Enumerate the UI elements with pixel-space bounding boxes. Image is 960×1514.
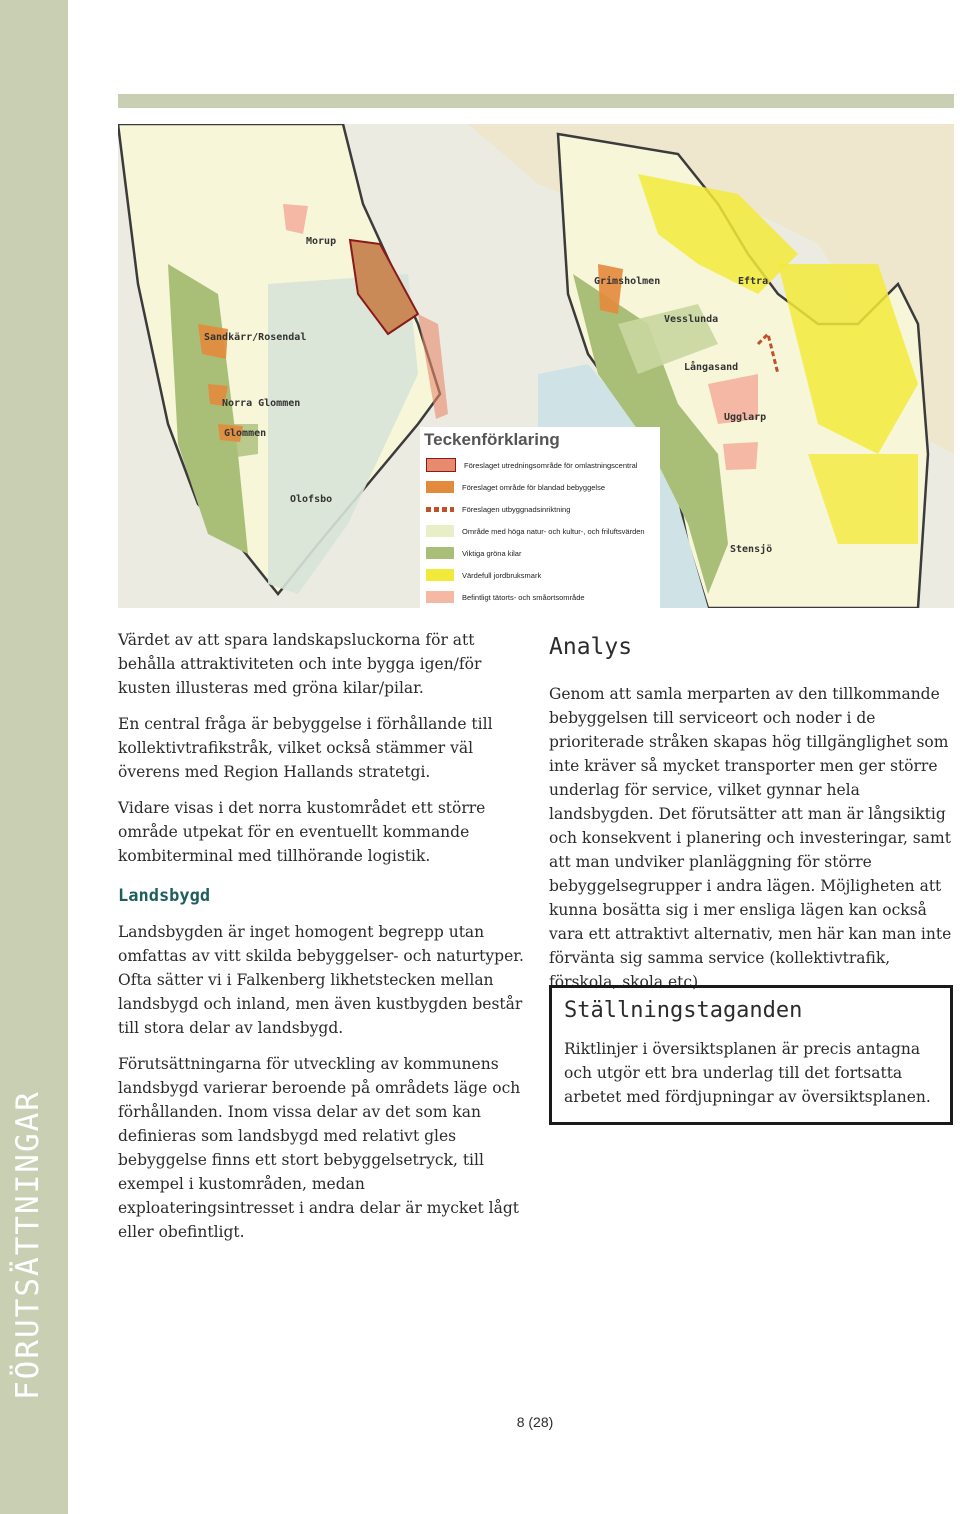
place-label-eftra: Eftra — [738, 276, 769, 287]
place-label-norra-glommen: Norra Glommen — [222, 398, 301, 409]
box-title: Ställningstaganden — [564, 998, 803, 1023]
place-label-langasand: Långasand — [684, 362, 739, 373]
legend-item — [426, 457, 637, 473]
right-column — [549, 634, 959, 994]
legend-item — [426, 501, 570, 517]
place-label-vesslunda: Vesslunda — [664, 314, 719, 325]
section-heading-landsbygd: Landsbygd — [118, 886, 211, 906]
map-legend — [420, 427, 660, 608]
paragraph: Vidare visas i det norra kustområdet ett större område utpekat för en eventuellt kommande kombiterminal med tillhörande logistik. — [118, 799, 486, 865]
legend-item — [426, 589, 585, 605]
legend-swatch — [426, 569, 454, 581]
section-heading-analys: Analys — [549, 634, 633, 660]
box-text: Riktlinjer i översiktsplanen är precis antagna och utgör ett bra underlag till det fortsatta arbetet med fördjupningar av översiktsplanen. — [564, 1040, 931, 1106]
legend-swatch — [426, 481, 454, 493]
top-band — [118, 94, 954, 108]
legend-label: Viktiga gröna kilar — [462, 548, 522, 558]
paragraph: En central fråga är bebyggelse i förhållande till kollektivtrafikstråk, vilket också stämmer väl överens med Region Hallands stratetgi. — [118, 715, 493, 781]
place-label-stensjo: Stensjö — [730, 544, 773, 555]
legend-item — [426, 545, 521, 561]
legend-label: Befintligt tätorts- och småortsområde — [462, 592, 585, 602]
legend-item — [426, 523, 645, 539]
place-label-morup: Morup — [306, 236, 337, 247]
legend-label: Område med höga natur- och kultur-, och friluftsvärden — [462, 526, 645, 536]
sidebar-strip — [0, 0, 68, 1514]
place-label-olofsbo: Olofsbo — [290, 494, 333, 505]
place-label-glommen: Glommen — [224, 428, 267, 439]
legend-label: Föreslaget utredningsområde för omlastningscentral — [464, 460, 638, 470]
paragraph: Landsbygden är inget homogent begrepp utan omfattas av vitt skilda bebyggelser- och naturtyper. Ofta sätter vi i Falkenberg likhetstecken mellan landsbygd och inland, men även kustbygden består till stora delar av landsbygd. — [118, 923, 524, 1037]
stallningstaganden-box — [549, 985, 953, 1125]
page-number: 8 (28) — [516, 1414, 554, 1430]
place-label-grimsholmen: Grimsholmen — [594, 276, 661, 287]
legend-label: Föreslagen utbyggnadsinriktning — [462, 504, 571, 514]
legend-swatch — [426, 458, 456, 472]
legend-swatch — [426, 525, 454, 537]
left-column — [118, 628, 528, 1244]
paragraph: Värdet av att spara landskapsluckorna för att behålla attraktiviteten och inte bygga igen/för kusten illusteras med gröna kilar/pilar. — [118, 631, 482, 697]
legend-title: Teckenförklaring — [424, 430, 560, 449]
paragraph: Genom att samla merparten av den tillkommande bebyggelsen till serviceort och noder i de prioriterade stråken skapas hög tillgänglighet som inte kräver så mycket transporter men ger större underlag för service, vilket gynnar hela landsbygden. Det förutsätter att man är långsiktig och konsekvent i planering och investeringar, samt att man undviker planläggning för större bebyggelsegrupper i andra lägen. Möjligheten att kunna bosätta sig i mer ensliga lägen kan också vara ett attraktivt alternativ, men här kan man inte förvänta sig samma service (kollektivtrafik, förskola, skola etc). — [549, 685, 952, 991]
legend-item — [426, 479, 605, 495]
place-label-sandkarr: Sandkärr/Rosendal — [204, 332, 307, 343]
paragraph: Förutsättningarna för utveckling av kommunens landsbygd varierar beroende på områdets läge och förhållanden. Inom vissa delar av det som kan definieras som landsbygd med relativt gles bebyggelse finns ett stort bebyggelsetryck, till exempel i kustområden, medan exploateringsintresset i andra delar är mycket lågt eller obefintligt. — [118, 1055, 521, 1241]
legend-swatch — [426, 547, 454, 559]
legend-swatch — [426, 507, 454, 512]
place-label-ugglarp: Ugglarp — [724, 412, 767, 423]
legend-swatch — [426, 591, 454, 603]
sidebar-label: FÖRUTSÄTTNINGAR — [10, 1090, 46, 1400]
legend-item — [426, 567, 541, 583]
map — [118, 124, 954, 608]
legend-label: Föreslaget område för blandad bebyggelse — [462, 482, 606, 492]
legend-label: Värdefull jordbruksmark — [462, 570, 542, 580]
